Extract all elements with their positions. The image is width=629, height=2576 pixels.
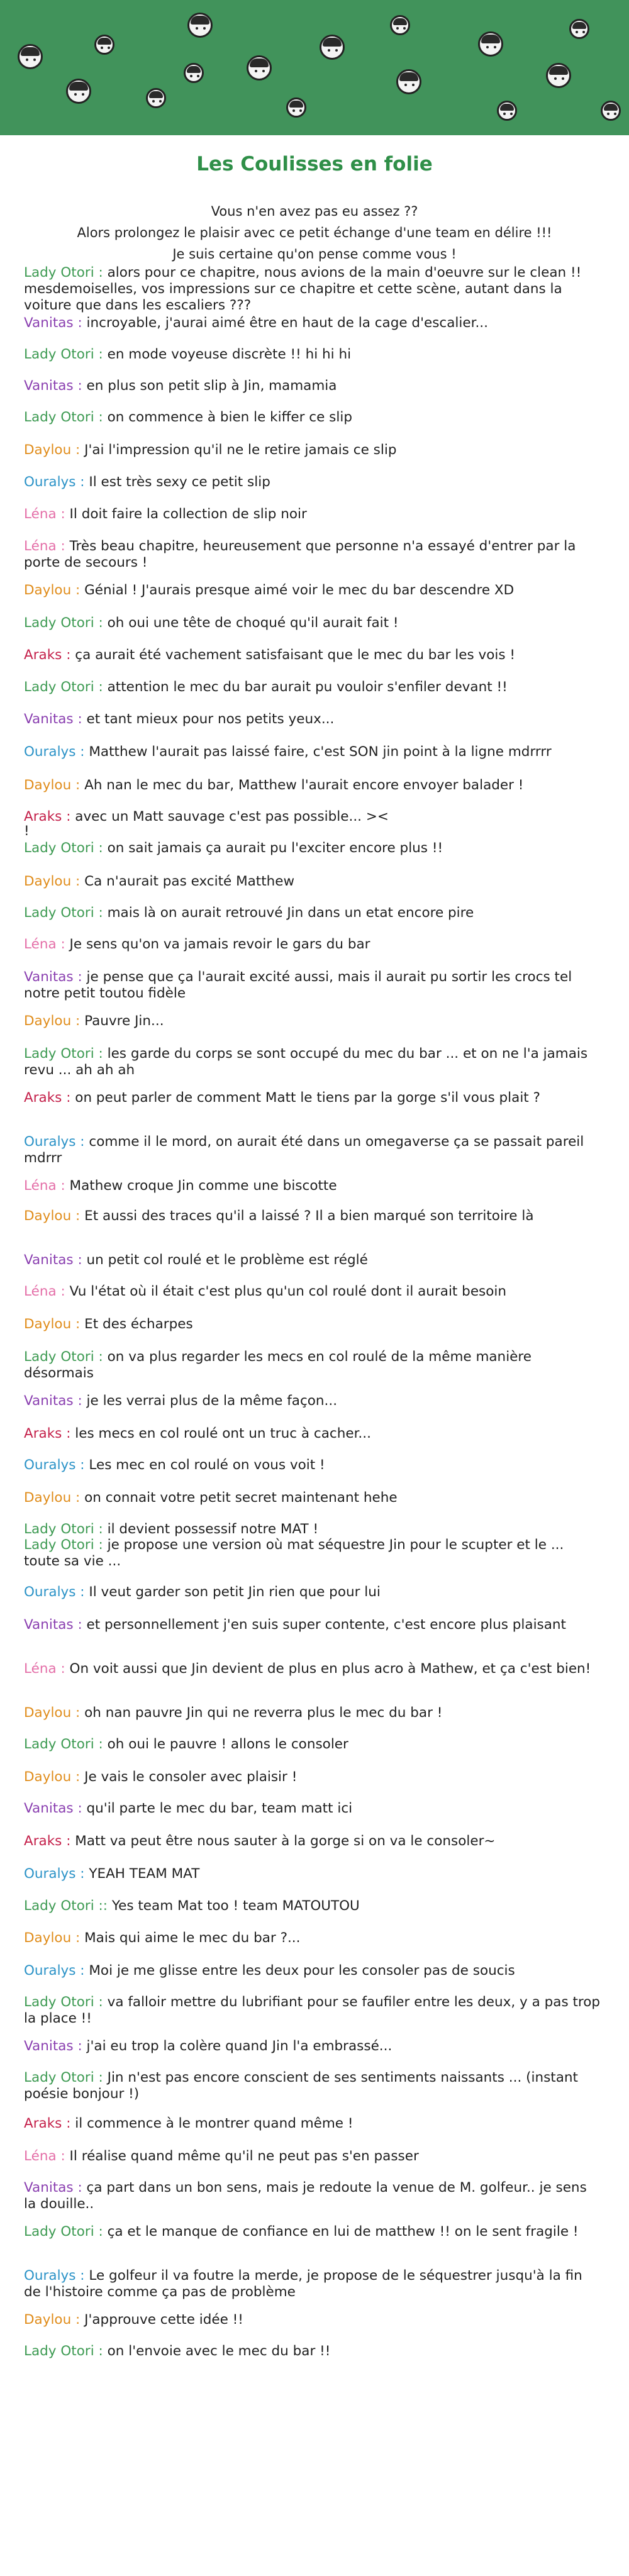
- message-text: Très beau chapitre, heureusement que personne n'a essayé d'entrer par la porte de secours !: [24, 538, 576, 570]
- message-text: Il doit faire la collection de slip noir: [65, 506, 307, 522]
- chat-message: [24, 315, 603, 331]
- character-head-icon: [478, 31, 503, 57]
- speaker-name: Lady Otori :: [24, 679, 103, 695]
- chat-message: [24, 2070, 603, 2102]
- speaker-name: Vanitas :: [24, 1617, 82, 1633]
- message-text: je propose une version où mat séquestre Jin pour le scupter et le ... toute sa vie ...: [24, 1537, 564, 1569]
- chat-message: [24, 506, 603, 523]
- speaker-name: Vanitas :: [24, 1252, 82, 1268]
- speaker-name: Vanitas :: [24, 315, 82, 331]
- chat-message: [24, 409, 603, 426]
- message-text: Moi je me glisse entre les deux pour les consoler pas de soucis: [84, 1963, 515, 1979]
- message-text: Il réalise quand même qu'il ne peut pas s'en passer: [65, 2148, 419, 2164]
- chat-message: [24, 1769, 603, 1785]
- message-text: un petit col roulé et le problème est réglé: [82, 1252, 368, 1268]
- message-text: il devient possessif notre MAT !: [103, 1521, 319, 1537]
- intro-line: Je suis certaine qu'on pense comme vous !: [172, 247, 457, 262]
- chat-message: [24, 378, 603, 394]
- message-text: On voit aussi que Jin devient de plus en plus acro à Mathew, et ça c'est bien!: [65, 1661, 591, 1677]
- speaker-name: Vanitas :: [24, 2180, 82, 2196]
- message-text: Je vais le consoler avec plaisir !: [80, 1769, 298, 1785]
- message-text: les mecs en col roulé ont un truc à cacher...: [70, 1426, 371, 1441]
- message-text: on sait jamais ça aurait pu l'exciter encore plus !!: [103, 840, 443, 856]
- speaker-name: Lady Otori :: [24, 265, 103, 280]
- message-text: Matt va peut être nous sauter à la gorge si on va le consoler~: [70, 1833, 496, 1849]
- character-head-icon: [569, 19, 589, 39]
- character-head-icon: [146, 88, 166, 108]
- chat-message: [24, 1617, 603, 1633]
- chat-message: [24, 840, 603, 857]
- speaker-name: Vanitas :: [24, 2038, 82, 2054]
- message-text: on peut parler de comment Matt le tiens par la gorge s'il vous plait ?: [70, 1090, 540, 1106]
- chat-message: [24, 2148, 603, 2165]
- chat-message: [24, 1013, 603, 1030]
- intro-text: [0, 201, 629, 265]
- speaker-name: Araks :: [24, 1833, 71, 1849]
- speaker-name: Léna :: [24, 1284, 65, 1299]
- chat-message: [24, 874, 603, 890]
- chat-message: [24, 1866, 603, 1882]
- speaker-name: Daylou :: [24, 1769, 81, 1785]
- message-text: J'approuve cette idée !!: [80, 2312, 243, 2328]
- chat-message: [24, 1490, 603, 1506]
- message-text: oh nan pauvre Jin qui ne reverra plus le mec du bar !: [80, 1705, 443, 1721]
- speaker-name: Lady Otori ::: [24, 1898, 108, 1914]
- speaker-name: Lady Otori :: [24, 2070, 103, 2085]
- message-text: Ah nan le mec du bar, Matthew l'aurait encore envoyer balader !: [80, 777, 524, 793]
- chat-message: [24, 936, 603, 953]
- message-text: oh oui le pauvre ! allons le consoler: [103, 1736, 348, 1752]
- character-head-icon: [18, 44, 43, 69]
- chat-message: [24, 538, 603, 571]
- speaker-name: Daylou :: [24, 1930, 81, 1946]
- speaker-name: Lady Otori :: [24, 840, 103, 856]
- speaker-name: Lady Otori :: [24, 2224, 103, 2240]
- speaker-name: Ouralys :: [24, 1457, 85, 1473]
- chat-message: [24, 905, 603, 921]
- chat-message: [24, 1537, 603, 1570]
- speaker-name: Daylou :: [24, 1490, 81, 1506]
- message-text: Pauvre Jin...: [80, 1013, 164, 1029]
- chat-message: [24, 1994, 603, 2027]
- speaker-name: Daylou :: [24, 1316, 81, 1332]
- chat-message: [24, 1046, 603, 1079]
- message-text: Il veut garder son petit Jin rien que pour lui: [84, 1584, 381, 1600]
- chat-message: [24, 1963, 603, 1979]
- speaker-name: Ouralys :: [24, 474, 85, 490]
- character-head-icon: [286, 97, 306, 118]
- intro-line: Vous n'en avez pas eu assez ??: [211, 204, 418, 219]
- message-text: en plus son petit slip à Jin, mamamia: [82, 378, 337, 394]
- message-text: comme il le mord, on aurait été dans un omegaverse ça se passait pareil mdrrr: [24, 1134, 584, 1166]
- message-text: on l'envoie avec le mec du bar !!: [103, 2343, 331, 2359]
- speaker-name: Araks :: [24, 2116, 71, 2131]
- speaker-name: Lady Otori :: [24, 1736, 103, 1752]
- chat-message: [24, 474, 603, 491]
- message-text: Le golfeur il va foutre la merde, je propose de le séquestrer jusqu'à la fin de l'histoire comme ça pas de problème: [24, 2268, 582, 2300]
- chat-message: [24, 1090, 603, 1106]
- chat-message: [24, 679, 603, 696]
- message-text: Vu l'état où il était c'est plus qu'un col roulé dont il aurait besoin: [65, 1284, 507, 1299]
- chat-message: [24, 711, 603, 728]
- chat-message: [24, 823, 603, 840]
- message-text: attention le mec du bar aurait pu vouloir s'enfiler devant !!: [103, 679, 508, 695]
- chat-message: [24, 2312, 603, 2328]
- message-text: J'ai l'impression qu'il ne le retire jamais ce slip: [80, 442, 397, 458]
- speaker-name: Lady Otori :: [24, 1349, 103, 1365]
- chat-message: [24, 744, 603, 760]
- character-head-icon: [396, 69, 421, 94]
- message-text: Yes team Mat too ! team MATOUTOU: [108, 1898, 360, 1914]
- speaker-name: Daylou :: [24, 777, 81, 793]
- message-text: on va plus regarder les mecs en col roulé de la même manière désormais: [24, 1349, 532, 1381]
- page-title: Les Coulisses en folie: [196, 153, 433, 175]
- chat-message: [24, 582, 603, 599]
- message-text: Mais qui aime le mec du bar ?...: [80, 1930, 301, 1946]
- chat-message: [24, 1316, 603, 1333]
- speaker-name: Ouralys :: [24, 1134, 85, 1150]
- speaker-name: Lady Otori :: [24, 1994, 103, 2010]
- message-text: Et aussi des traces qu'il a laissé ? Il a bien marqué son territoire là: [80, 1208, 534, 1224]
- character-head-icon: [187, 13, 213, 38]
- message-text: mais là on aurait retrouvé Jin dans un etat encore pire: [103, 905, 474, 921]
- message-text: !: [24, 823, 30, 839]
- speaker-name: Araks :: [24, 647, 71, 663]
- chat-message: [24, 1705, 603, 1721]
- speaker-name: Daylou :: [24, 2312, 81, 2328]
- chat-message: [24, 2224, 603, 2240]
- message-text: Matthew l'aurait pas laissé faire, c'est SON jin point à la ligne mdrrrr: [84, 744, 552, 760]
- message-text: on connait votre petit secret maintenant hehe: [80, 1490, 398, 1506]
- chat-message: [24, 1284, 603, 1300]
- speaker-name: Vanitas :: [24, 969, 82, 985]
- chat-log: [0, 265, 629, 2479]
- speaker-name: Daylou :: [24, 874, 81, 889]
- speaker-name: Léna :: [24, 1661, 65, 1677]
- speaker-name: Araks :: [24, 1426, 71, 1441]
- speaker-name: Daylou :: [24, 582, 81, 598]
- chat-message: [24, 265, 603, 314]
- message-text: ça et le manque de confiance en lui de matthew !! on le sent fragile !: [103, 2224, 579, 2240]
- message-text: en mode voyeuse discrète !! hi hi hi: [103, 347, 352, 362]
- speaker-name: Lady Otori :: [24, 1046, 103, 1062]
- decorative-banner: [0, 0, 629, 135]
- speaker-name: Ouralys :: [24, 1866, 85, 1882]
- chat-message: [24, 1134, 603, 1167]
- chat-message: [24, 347, 603, 363]
- message-text: j'ai eu trop la colère quand Jin l'a embrassé...: [82, 2038, 392, 2054]
- message-text: YEAH TEAM MAT: [84, 1866, 200, 1882]
- chat-message: [24, 1521, 603, 1538]
- speaker-name: Daylou :: [24, 1705, 81, 1721]
- character-head-icon: [184, 63, 204, 83]
- speaker-name: Lady Otori :: [24, 2343, 103, 2359]
- chat-message: [24, 1584, 603, 1601]
- message-text: et personnellement j'en suis super contente, c'est encore plus plaisant: [82, 1617, 566, 1633]
- character-head-icon: [320, 35, 345, 60]
- speaker-name: Léna :: [24, 506, 65, 522]
- message-text: il commence à le montrer quand même !: [70, 2116, 353, 2131]
- speaker-name: Léna :: [24, 1178, 65, 1194]
- speaker-name: Vanitas :: [24, 378, 82, 394]
- chat-message: [24, 1898, 603, 1914]
- chat-message: [24, 1801, 603, 1817]
- message-text: les garde du corps se sont occupé du mec du bar ... et on ne l'a jamais revu ... ah ah ah: [24, 1046, 588, 1078]
- chat-message: [24, 1252, 603, 1269]
- message-text: alors pour ce chapitre, nous avions de la main d'oeuvre sur le clean !! mesdemoiselles, vos impressions sur ce chapitre et cette scène, autant dans la voiture que dans les escaliers ???: [24, 265, 582, 313]
- message-text: avec un Matt sauvage c'est pas possible... ><: [70, 809, 389, 824]
- chat-message: [24, 1178, 603, 1194]
- speaker-name: Araks :: [24, 1090, 71, 1106]
- message-text: je pense que ça l'aurait excité aussi, mais il aurait pu sortir les crocs tel notre petit toutou fidèle: [24, 969, 572, 1001]
- chat-message: [24, 1457, 603, 1474]
- chat-message: [24, 1208, 603, 1224]
- message-text: ça aurait été vachement satisfaisant que le mec du bar les vois !: [70, 647, 516, 663]
- message-text: on commence à bien le kiffer ce slip: [103, 409, 352, 425]
- speaker-name: Daylou :: [24, 442, 81, 458]
- speaker-name: Lady Otori :: [24, 615, 103, 631]
- message-text: Mathew croque Jin comme une biscotte: [65, 1178, 337, 1194]
- chat-message: [24, 2343, 603, 2360]
- speaker-name: Ouralys :: [24, 744, 85, 760]
- message-text: et tant mieux pour nos petits yeux...: [82, 711, 335, 727]
- message-text: Il est très sexy ce petit slip: [84, 474, 270, 490]
- message-text: Et des écharpes: [80, 1316, 193, 1332]
- chat-message: [24, 442, 603, 458]
- speaker-name: Lady Otori :: [24, 347, 103, 362]
- chat-message: [24, 2038, 603, 2055]
- message-text: Les mec en col roulé on vous voit !: [84, 1457, 325, 1473]
- speaker-name: Lady Otori :: [24, 905, 103, 921]
- chat-message: [24, 1661, 603, 1677]
- speaker-name: Vanitas :: [24, 1801, 82, 1816]
- chat-message: [24, 1393, 603, 1409]
- message-text: Je sens qu'on va jamais revoir le gars du bar: [65, 936, 370, 952]
- message-text: Jin n'est pas encore conscient de ses sentiments naissants ... (instant poésie bonjour !): [24, 2070, 578, 2102]
- character-head-icon: [601, 101, 621, 121]
- character-head-icon: [546, 63, 571, 88]
- message-text: incroyable, j'aurai aimé être en haut de la cage d'escalier...: [82, 315, 488, 331]
- speaker-name: Ouralys :: [24, 2268, 85, 2284]
- message-text: Ca n'aurait pas excité Matthew: [80, 874, 295, 889]
- chat-message: [24, 615, 603, 631]
- character-head-icon: [66, 79, 91, 104]
- speaker-name: Daylou :: [24, 1013, 81, 1029]
- character-head-icon: [94, 35, 114, 55]
- speaker-name: Lady Otori :: [24, 1521, 103, 1537]
- speaker-name: Lady Otori :: [24, 1537, 103, 1553]
- speaker-name: Léna :: [24, 936, 65, 952]
- chat-message: [24, 1833, 603, 1850]
- character-head-icon: [247, 55, 272, 80]
- speaker-name: Lady Otori :: [24, 409, 103, 425]
- chat-message: [24, 969, 603, 1002]
- speaker-name: Léna :: [24, 2148, 65, 2164]
- speaker-name: Vanitas :: [24, 711, 82, 727]
- message-text: Génial ! J'aurais presque aimé voir le mec du bar descendre XD: [80, 582, 515, 598]
- chat-message: [24, 2180, 603, 2212]
- intro-line: Alors prolongez le plaisir avec ce petit échange d'une team en délire !!!: [77, 225, 552, 240]
- speaker-name: Daylou :: [24, 1208, 81, 1224]
- message-text: ça part dans un bon sens, mais je redoute la venue de M. golfeur.. je sens la douille..: [24, 2180, 587, 2212]
- message-text: qu'il parte le mec du bar, team matt ici: [82, 1801, 353, 1816]
- chat-message: [24, 777, 603, 794]
- speaker-name: Ouralys :: [24, 1963, 85, 1979]
- speaker-name: Vanitas :: [24, 1393, 82, 1409]
- message-text: va falloir mettre du lubrifiant pour se faufiler entre les deux, y a pas trop la place !!: [24, 1994, 601, 2026]
- message-text: oh oui une tête de choqué qu'il aurait fait !: [103, 615, 399, 631]
- chat-message: [24, 2116, 603, 2132]
- chat-message: [24, 1930, 603, 1946]
- chat-message: [24, 1736, 603, 1753]
- speaker-name: Ouralys :: [24, 1584, 85, 1600]
- character-head-icon: [390, 15, 410, 35]
- message-text: je les verrai plus de la même façon...: [82, 1393, 338, 1409]
- chat-message: [24, 1349, 603, 1382]
- speaker-name: Araks :: [24, 809, 71, 824]
- speaker-name: Léna :: [24, 538, 65, 554]
- chat-message: [24, 1426, 603, 1442]
- character-head-icon: [497, 101, 517, 121]
- chat-message: [24, 2268, 603, 2301]
- chat-message: [24, 647, 603, 663]
